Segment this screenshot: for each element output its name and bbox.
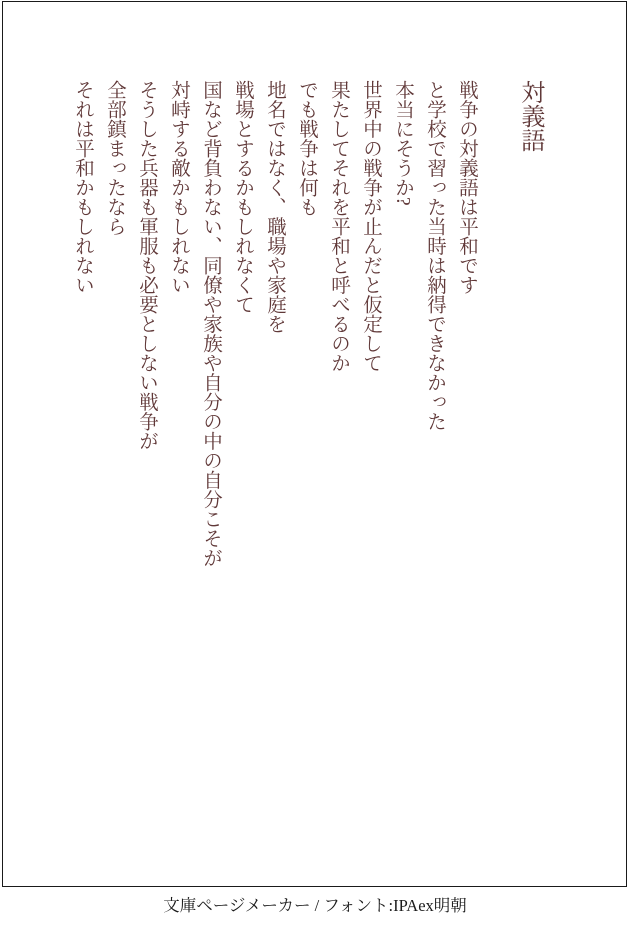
poem-line: と学校で習った当時は納得できなかった [424, 80, 445, 431]
poem-line: 対峙する敵かもしれない [168, 80, 189, 295]
page-frame [2, 1, 627, 887]
poem-line: そうした兵器も軍服も必要としない戦争が [136, 80, 157, 451]
poem-line: 果たしてそれを平和と呼べるのか [328, 80, 349, 373]
poem-line: 国など背負わない、同僚や家族や自分の中の自分こそが [200, 80, 221, 568]
poem-line: でも戦争は何も [296, 80, 317, 217]
poem-title: 対義語 [517, 80, 543, 152]
poem-line: 全部鎮まったなら [104, 80, 125, 236]
poem-line: 世界中の戦争が止んだと仮定して [360, 80, 381, 373]
poem-body [66, 80, 546, 860]
poem-line: 戦場とするかもしれなくて [232, 80, 253, 314]
poem-line: 地名ではなく、職場や家庭を [264, 80, 285, 334]
poem-line: それは平和かもしれない [72, 80, 93, 295]
poem-line: 本当にそうか? [392, 80, 413, 206]
footer-credit: 文庫ページメーカー / フォント:IPAex明朝 [163, 896, 467, 915]
poem-line: 戦争の対義語は平和です [456, 80, 477, 295]
